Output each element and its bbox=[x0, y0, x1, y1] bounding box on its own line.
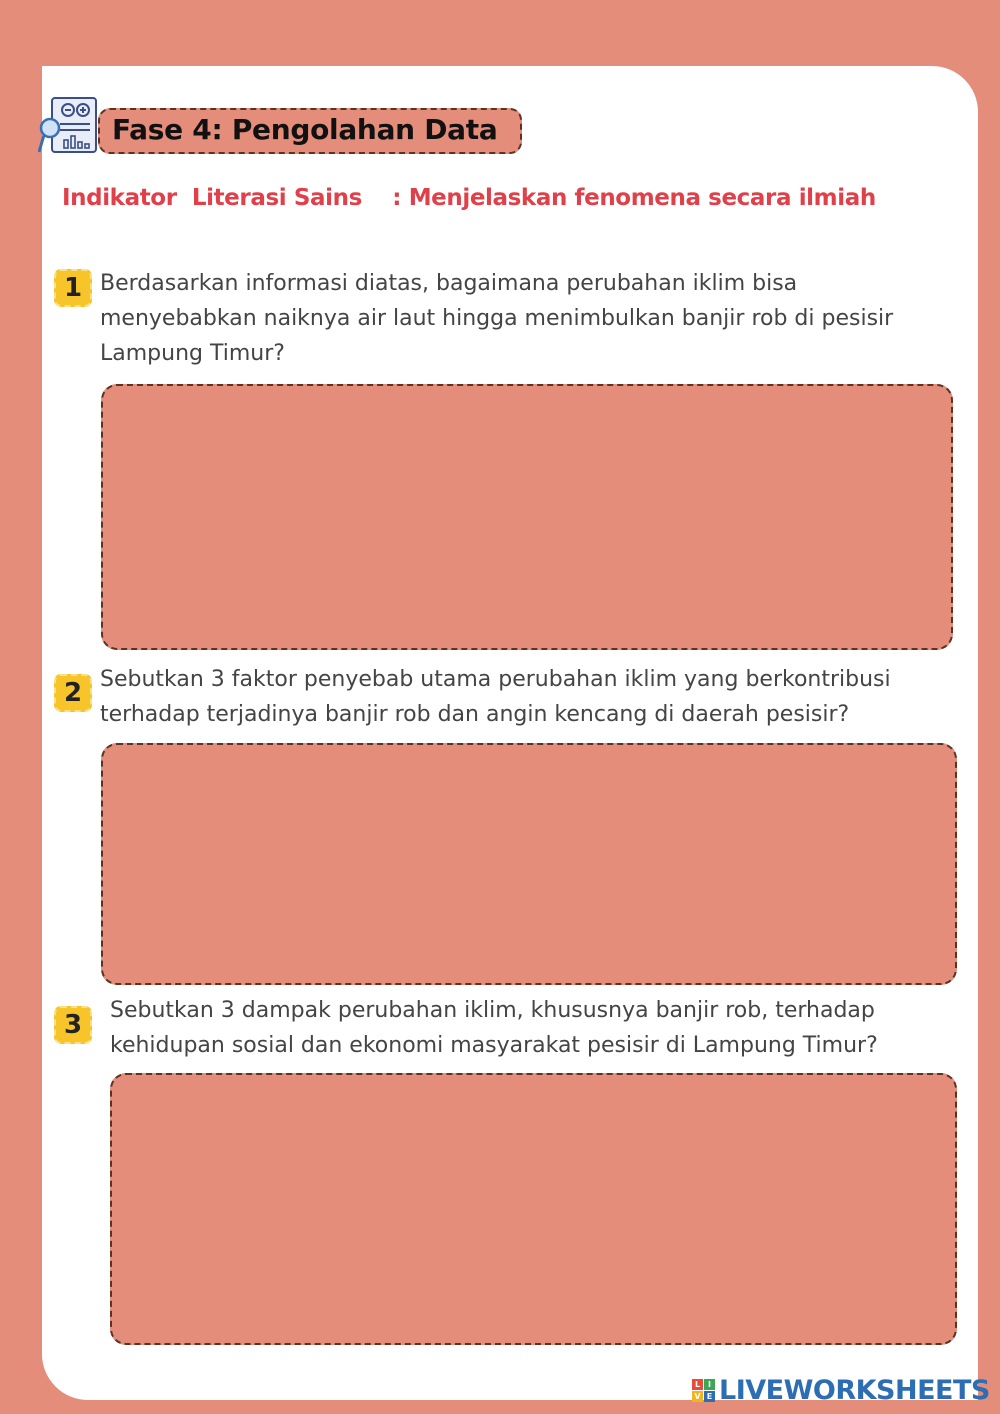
brand-name: LIVEWORKSHEETS bbox=[719, 1374, 990, 1406]
question-line: Sebutkan 3 faktor penyebab utama perubahan iklim yang berkontribusi bbox=[100, 667, 891, 692]
question-line: Lampung Timur? bbox=[100, 341, 285, 366]
liveworksheets-logo[interactable] bbox=[692, 1372, 990, 1408]
page-title: Fase 4: Pengolahan Data bbox=[112, 113, 498, 146]
question-number-badge: 3 bbox=[54, 1006, 92, 1044]
answer-box-2[interactable] bbox=[101, 743, 957, 985]
logo-letter: I bbox=[704, 1379, 715, 1390]
answer-box-1[interactable] bbox=[101, 384, 953, 650]
question-number-badge: 1 bbox=[54, 269, 92, 307]
logo-letter: E bbox=[704, 1391, 715, 1402]
question-line: menyebabkan naiknya air laut hingga menimbulkan banjir rob di pesisir bbox=[100, 306, 894, 331]
answer-box-3[interactable] bbox=[110, 1073, 957, 1345]
logo-mark-icon bbox=[692, 1379, 715, 1402]
question-text bbox=[100, 266, 893, 371]
question-number-badge: 2 bbox=[54, 674, 92, 712]
question-line: Berdasarkan informasi diatas, bagaimana perubahan iklim bisa bbox=[100, 271, 798, 296]
logo-letter: V bbox=[692, 1391, 703, 1402]
data-analysis-icon bbox=[38, 94, 100, 156]
logo-letter: L bbox=[692, 1379, 703, 1390]
question-line: terhadap terjadinya banjir rob dan angin kencang di daerah pesisir? bbox=[100, 702, 850, 727]
indicator-text: Indikator Literasi Sains : Menjelaskan fenomena secara ilmiah bbox=[62, 185, 876, 211]
question-line: Sebutkan 3 dampak perubahan iklim, khususnya banjir rob, terhadap bbox=[110, 998, 875, 1023]
question-text bbox=[100, 662, 891, 732]
question-line: kehidupan sosial dan ekonomi masyarakat pesisir di Lampung Timur? bbox=[110, 1033, 878, 1058]
question-text bbox=[110, 993, 878, 1063]
